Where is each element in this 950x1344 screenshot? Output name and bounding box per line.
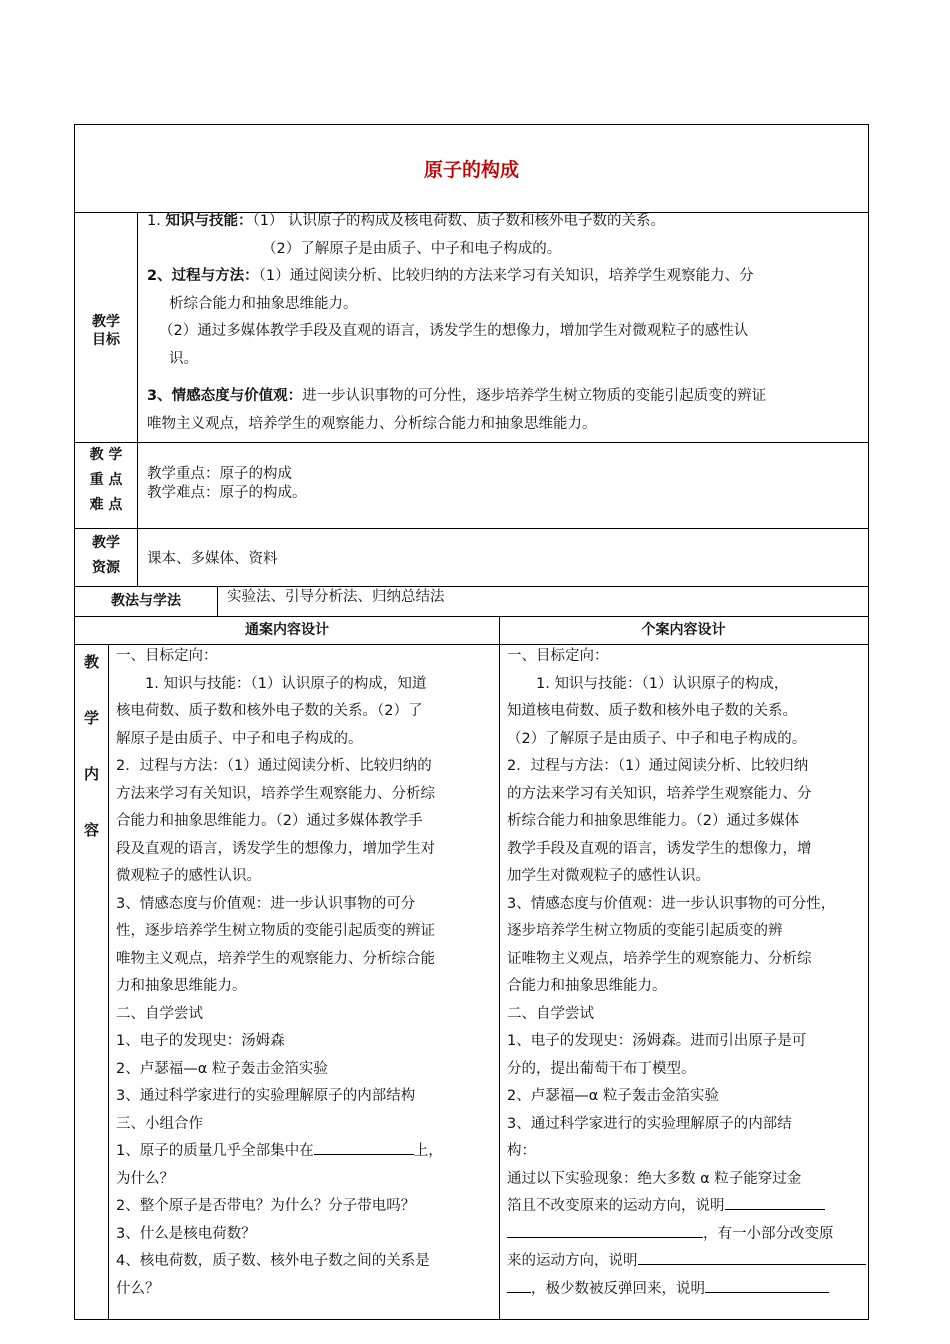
content-line: 证唯物主义观点，培养学生的观察能力、分析综 xyxy=(507,950,812,967)
generic-design-header: 通案内容设计 xyxy=(245,622,329,638)
objective-text: 唯物主义观点，培养学生的观察能力、分析综合能力和抽象思维能力。 xyxy=(147,415,597,432)
content-line: 核电荷数、质子数和核外电子数的关系。（2）了 xyxy=(116,703,423,719)
content-line: 3、通过科学家进行的实验理解原子的内部结构 xyxy=(116,1088,416,1104)
content-line: 3、情感态度与价值观：进一步认识事物的可分 xyxy=(116,895,416,912)
content-line: 2、整个原子是否带电？为什么？分子带电吗？ xyxy=(116,1198,416,1214)
column-divider xyxy=(499,645,500,1319)
objective-text: （1） 认识原子的构成及核电荷数、质子数和核外电子数的关系。 xyxy=(252,213,666,229)
keypoints-label xyxy=(75,443,137,518)
column-divider xyxy=(137,213,138,442)
design-header-row xyxy=(75,617,868,645)
keypoints-text xyxy=(147,465,307,503)
objective-text: （1）通过阅读分析、比较归纳的方法来学习有关知识，培养学生观察能力、分 xyxy=(258,268,754,284)
objectives-label-line: 教学 xyxy=(92,314,120,330)
content-line: 分的，提出葡萄干布丁模型。 xyxy=(507,1060,696,1077)
content-line: 2、卢瑟福—α 粒子轰击金箔实验 xyxy=(116,1060,328,1077)
content-line: 1. 知识与技能：（1）认识原子的构成， xyxy=(507,675,789,692)
content-line: 3、通过科学家进行的实验理解原子的内部结 xyxy=(507,1115,792,1132)
individual-design-header: 个案内容设计 xyxy=(641,622,726,638)
content-line: 上， xyxy=(413,1143,443,1159)
blank-line xyxy=(638,1249,866,1265)
content-line: 1. 知识与技能：（1）认识原子的构成，知道 xyxy=(116,675,427,692)
blank-line xyxy=(507,1222,703,1238)
resources-label-line: 教学 xyxy=(92,535,120,551)
individual-design-content xyxy=(507,643,867,1303)
side-label-char: 内 xyxy=(83,765,99,783)
column-divider xyxy=(108,645,109,1319)
content-line: 2．过程与方法：（1）通过阅读分析、比较归纳 xyxy=(507,758,809,774)
resources-label xyxy=(75,531,137,581)
content-line: 通过以下实验现象：绝大多数 α 粒子能穿过金 xyxy=(507,1170,802,1187)
content-line: 合能力和抽象思维能力。 xyxy=(507,978,667,994)
keypoints-label-line: 教 学 xyxy=(89,447,123,463)
objective-heading: 知识与技能： xyxy=(165,213,253,229)
resources-text: 课本、多媒体、资料 xyxy=(147,551,278,567)
side-label-char: 容 xyxy=(83,821,99,839)
content-line: 逐步培养学生树立物质的变能引起质变的辨 xyxy=(507,923,783,939)
teaching-content-label xyxy=(75,651,108,875)
resources-label-line: 资源 xyxy=(92,560,120,576)
objective-text: 析综合能力和抽象思维能力。 xyxy=(169,295,358,312)
blank-line xyxy=(314,1139,414,1155)
content-line: 解原子是由质子、中子和电子构成的。 xyxy=(116,730,363,747)
content-line: 知道核电荷数、质子数和核外电子数的关系。 xyxy=(507,703,797,719)
side-label-char: 学 xyxy=(83,709,99,727)
key-point: 教学重点：原子的构成 xyxy=(147,466,292,482)
keypoints-row xyxy=(75,443,868,529)
content-line: 2．过程与方法：（1）通过阅读分析、比较归纳的 xyxy=(116,758,432,774)
blank-line xyxy=(725,1194,825,1210)
content-line: 构： xyxy=(507,1143,536,1159)
content-line: 加学生对微观粒子的感性认识。 xyxy=(507,868,710,884)
title-row xyxy=(75,125,868,213)
objective-text: 识。 xyxy=(169,350,198,367)
lesson-plan-table xyxy=(74,124,869,1320)
content-line: 微观粒子的感性认识。 xyxy=(116,868,261,884)
difficult-point: 教学难点：原子的构成。 xyxy=(147,485,307,501)
content-line: 性，逐步培养学生树立物质的变能引起质变的辨证 xyxy=(116,923,435,939)
methods-label: 教法与学法 xyxy=(111,593,181,609)
keypoints-label-line: 难 点 xyxy=(89,497,123,513)
content-line: 为什么？ xyxy=(116,1170,174,1187)
content-line: 一、目标定向： xyxy=(507,648,609,664)
content-line: 3、情感态度与价值观：进一步认识事物的可分性， xyxy=(507,895,836,912)
content-line: 2、卢瑟福—α 粒子轰击金箔实验 xyxy=(507,1088,719,1104)
generic-design-content xyxy=(116,643,496,1303)
content-line: 1、电子的发现史：汤姆森 xyxy=(116,1033,285,1049)
content-line: 3、什么是核电荷数？ xyxy=(116,1225,256,1242)
content-line: 方法来学习有关知识，培养学生观察能力、分析综 xyxy=(116,785,435,802)
keypoints-label-line: 重 点 xyxy=(89,472,123,488)
content-line: ，有一小部分改变原 xyxy=(703,1225,834,1242)
content-line: 4、核电荷数，质子数、核外电子数之间的关系是 xyxy=(116,1253,430,1269)
content-line: 三、小组合作 xyxy=(116,1115,203,1132)
blank-line xyxy=(705,1277,829,1293)
design-content-row xyxy=(75,645,868,1319)
content-line: 一、目标定向： xyxy=(116,648,218,664)
objective-text: 进一步认识事物的可分性，逐步培养学生树立物质的变能引起质变的辨证 xyxy=(302,388,767,404)
objective-heading: 2、过程与方法： xyxy=(147,268,259,284)
content-line: 来的运动方向，说明 xyxy=(507,1253,638,1269)
column-divider xyxy=(137,529,138,586)
page-title: 原子的构成 xyxy=(423,159,519,181)
resources-row xyxy=(75,529,868,587)
content-line: 唯物主义观点，培养学生的观察能力、分析综合能 xyxy=(116,950,435,967)
content-line: 箔且不改变原来的运动方向，说明 xyxy=(507,1198,725,1214)
objectives-row xyxy=(75,213,868,443)
content-line: 析综合能力和抽象思维能力。（2）通过多媒体 xyxy=(507,813,799,829)
content-line: 什么？ xyxy=(116,1280,160,1297)
content-line: 二、自学尝试 xyxy=(507,1005,594,1022)
content-line: （2）了解原子是由质子、中子和电子构成的。 xyxy=(507,730,807,747)
content-line: 力和抽象思维能力。 xyxy=(116,978,247,994)
content-line: 段及直观的语言，诱发学生的想像力，增加学生对 xyxy=(116,840,435,857)
content-line: 教学手段及直观的语言，诱发学生的想像力，增 xyxy=(507,840,812,857)
content-line: ，极少数被反弹回来，说明 xyxy=(531,1280,705,1297)
column-divider xyxy=(217,587,218,616)
objectives-text xyxy=(147,208,766,438)
objective-heading: 3、情感态度与价值观： xyxy=(147,388,303,404)
content-line: 的方法来学习有关知识，培养学生观察能力、分 xyxy=(507,785,812,802)
objective-text: （2）了解原子是由质子、中子和电子构成的。 xyxy=(262,240,562,257)
side-label-char: 教 xyxy=(83,653,99,671)
objectives-label-line: 目标 xyxy=(92,332,120,348)
content-line: 二、自学尝试 xyxy=(116,1005,203,1022)
content-line: 1、电子的发现史：汤姆森。进而引出原子是可 xyxy=(507,1033,807,1049)
content-line: 1、原子的质量几乎全部集中在 xyxy=(116,1143,314,1159)
methods-row xyxy=(75,587,868,617)
methods-text: 实验法、引导分析法、归纳总结法 xyxy=(227,589,445,605)
content-line: 合能力和抽象思维能力。（2）通过多媒体教学手 xyxy=(116,813,423,829)
column-divider xyxy=(137,443,138,528)
item-number: 1. xyxy=(147,213,161,229)
blank-line xyxy=(507,1277,531,1293)
objectives-label xyxy=(75,313,137,349)
objective-text: （2）通过多媒体教学手段及直观的语言，诱发学生的想像力，增加学生对微观粒子的感性认 xyxy=(159,323,749,339)
